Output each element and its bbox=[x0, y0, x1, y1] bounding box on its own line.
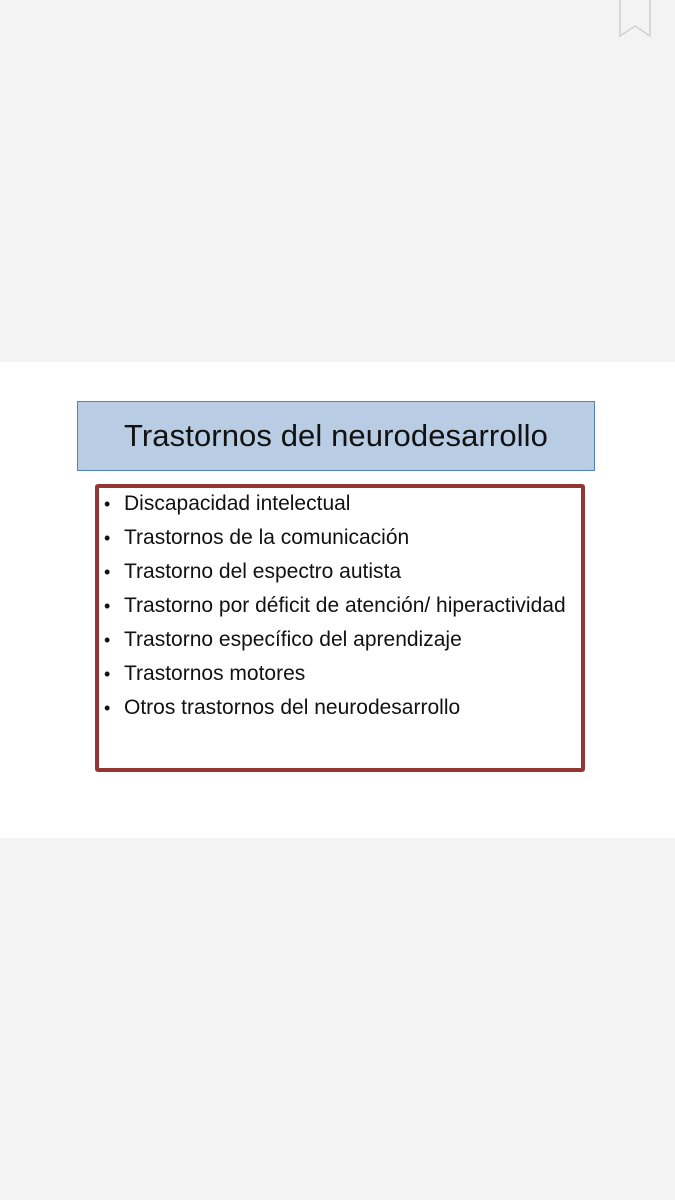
slide bbox=[0, 362, 675, 838]
bullet-icon: • bbox=[104, 562, 111, 582]
list-item-label: Discapacidad intelectual bbox=[124, 492, 351, 515]
slide-title-box bbox=[77, 401, 595, 471]
list-item bbox=[99, 627, 581, 653]
bullet-icon: • bbox=[104, 664, 111, 684]
bullet-icon: • bbox=[104, 494, 111, 514]
bullet-icon: • bbox=[104, 596, 111, 616]
bookmark-icon[interactable] bbox=[619, 0, 651, 38]
list-item bbox=[99, 559, 581, 585]
list-item-label: Trastornos motores bbox=[124, 662, 306, 685]
list-item bbox=[99, 661, 581, 687]
list-item bbox=[99, 593, 581, 619]
bookmark-icon-shape bbox=[619, 0, 651, 38]
list-item-label: Trastornos de la comunicación bbox=[124, 526, 410, 549]
bullet-icon: • bbox=[104, 630, 111, 650]
list-item-label: Trastorno del espectro autista bbox=[124, 560, 402, 583]
list-item bbox=[99, 695, 581, 721]
list-item-label: Trastorno por déficit de atención/ hiperactividad bbox=[124, 594, 566, 617]
bullet-list bbox=[99, 491, 581, 729]
bullet-icon: • bbox=[104, 528, 111, 548]
bullet-list-box bbox=[95, 484, 585, 772]
slide-title: Trastornos del neurodesarrollo bbox=[123, 418, 548, 453]
list-item bbox=[99, 491, 581, 517]
list-item bbox=[99, 525, 581, 551]
list-item-label: Otros trastornos del neurodesarrollo bbox=[124, 696, 461, 719]
list-item-label: Trastorno específico del aprendizaje bbox=[124, 628, 462, 651]
bullet-icon: • bbox=[104, 698, 111, 718]
